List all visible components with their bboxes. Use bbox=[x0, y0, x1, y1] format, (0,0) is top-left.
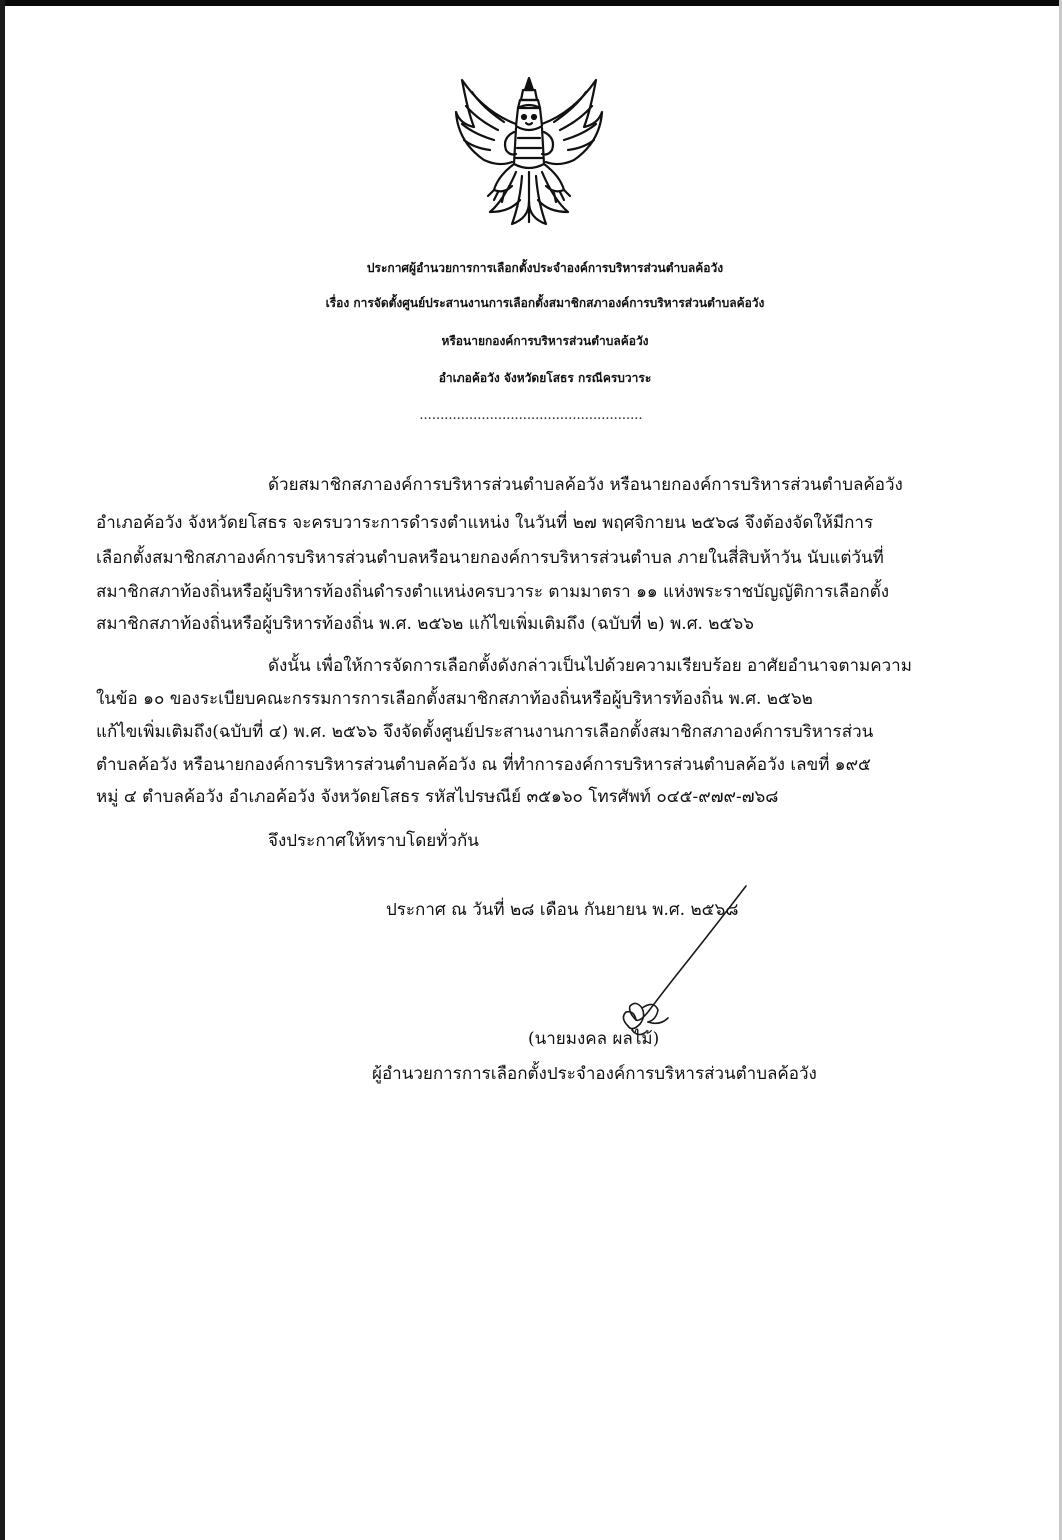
paragraph1-line2: อำเภอค้อวัง จังหวัดยโสธร จะครบวาระการดำรงตำแหน่ง ในวันที่ ๒๗ พฤศจิกายน ๒๕๖๘ จึงต้องจัดให้มีการ bbox=[96, 513, 874, 533]
paragraph2-line1: ดังนั้น เพื่อให้การจัดการเลือกตั้งดังกล่าวเป็นไปด้วยความเรียบร้อย อาศัยอำนาจตามความ bbox=[268, 656, 912, 676]
announcement-title: ประกาศผู้อำนวยการการเลือกตั้งประจำองค์การบริหารส่วนตำบลค้อวัง bbox=[366, 261, 724, 275]
scan-left-edge bbox=[0, 0, 5, 1540]
announcement-subject-line2: หรือนายกองค์การบริหารส่วนตำบลค้อวัง bbox=[441, 334, 649, 348]
paragraph2-line5: หมู่ ๔ ตำบลค้อวัง อำเภอค้อวัง จังหวัดยโสธร รหัสไปรษณีย์ ๓๕๑๖๐ โทรศัพท์ ๐๔๕-๙๗๙-๗๖๘ bbox=[96, 787, 779, 807]
heading-separator: ...................................................... bbox=[419, 408, 643, 423]
paragraph2-line2: ในข้อ ๑๐ ของระเบียบคณะกรรมการการเลือกตั้งสมาชิกสภาท้องถิ่นหรือผู้บริหารท้องถิ่น พ.ศ. ๒๕๖๒ bbox=[96, 689, 813, 709]
announcement-subject-line3: อำเภอค้อวัง จังหวัดยโสธร กรณีครบวาระ bbox=[438, 371, 652, 385]
paragraph2-line4: ตำบลค้อวัง หรือนายกองค์การบริหารส่วนตำบลค้อวัง ณ ที่ทำการองค์การบริหารส่วนตำบลค้อวัง เลขที่ ๑๙๕ bbox=[96, 755, 871, 775]
announcement-subject: เรื่อง การจัดตั้งศูนย์ประสานงานการเลือกตั้งสมาชิกสภาองค์การบริหารส่วนตำบลค้อวัง bbox=[325, 296, 765, 310]
paragraph2-line3: แก้ไขเพิ่มเติมถึง(ฉบับที่ ๔) พ.ศ. ๒๕๖๖ จึงจัดตั้งศูนย์ประสานงานการเลือกตั้งสมาชิกสภาองค์การบริหารส่วน bbox=[96, 722, 874, 742]
signer-title: ผู้อำนวยการการเลือกตั้งประจำองค์การบริหารส่วนตำบลค้อวัง bbox=[372, 1064, 817, 1084]
closing-statement: จึงประกาศให้ทราบโดยทั่วกัน bbox=[268, 831, 479, 851]
paragraph1-line4: สมาชิกสภาท้องถิ่นหรือผู้บริหารท้องถิ่นดำรงตำแหน่งครบวาระ ตามมาตรา ๑๑ แห่งพระราชบัญญัติการเลือกตั้ง bbox=[96, 582, 890, 602]
garuda-emblem-icon bbox=[454, 72, 604, 232]
paragraph1-line1: ด้วยสมาชิกสภาองค์การบริหารส่วนตำบลค้อวัง หรือนายกองค์การบริหารส่วนตำบลค้อวัง bbox=[268, 475, 903, 495]
announcement-date: ประกาศ ณ วันที่ ๒๘ เดือน กันยายน พ.ศ. ๒๕๖๘ bbox=[386, 900, 739, 920]
signer-name: (นายมงคล ผลไม้) bbox=[528, 1029, 660, 1049]
paragraph1-line5: สมาชิกสภาท้องถิ่นหรือผู้บริหารท้องถิ่น พ.ศ. ๒๕๖๒ แก้ไขเพิ่มเติมถึง (ฉบับที่ ๒) พ.ศ. ๒๕๖๖ bbox=[96, 614, 754, 634]
scan-top-edge bbox=[0, 0, 1062, 6]
paragraph1-line3: เลือกตั้งสมาชิกสภาองค์การบริหารส่วนตำบลหรือนายกองค์การบริหารส่วนตำบล ภายในสี่สิบห้าวัน นับแต่วันที่ bbox=[96, 548, 884, 568]
